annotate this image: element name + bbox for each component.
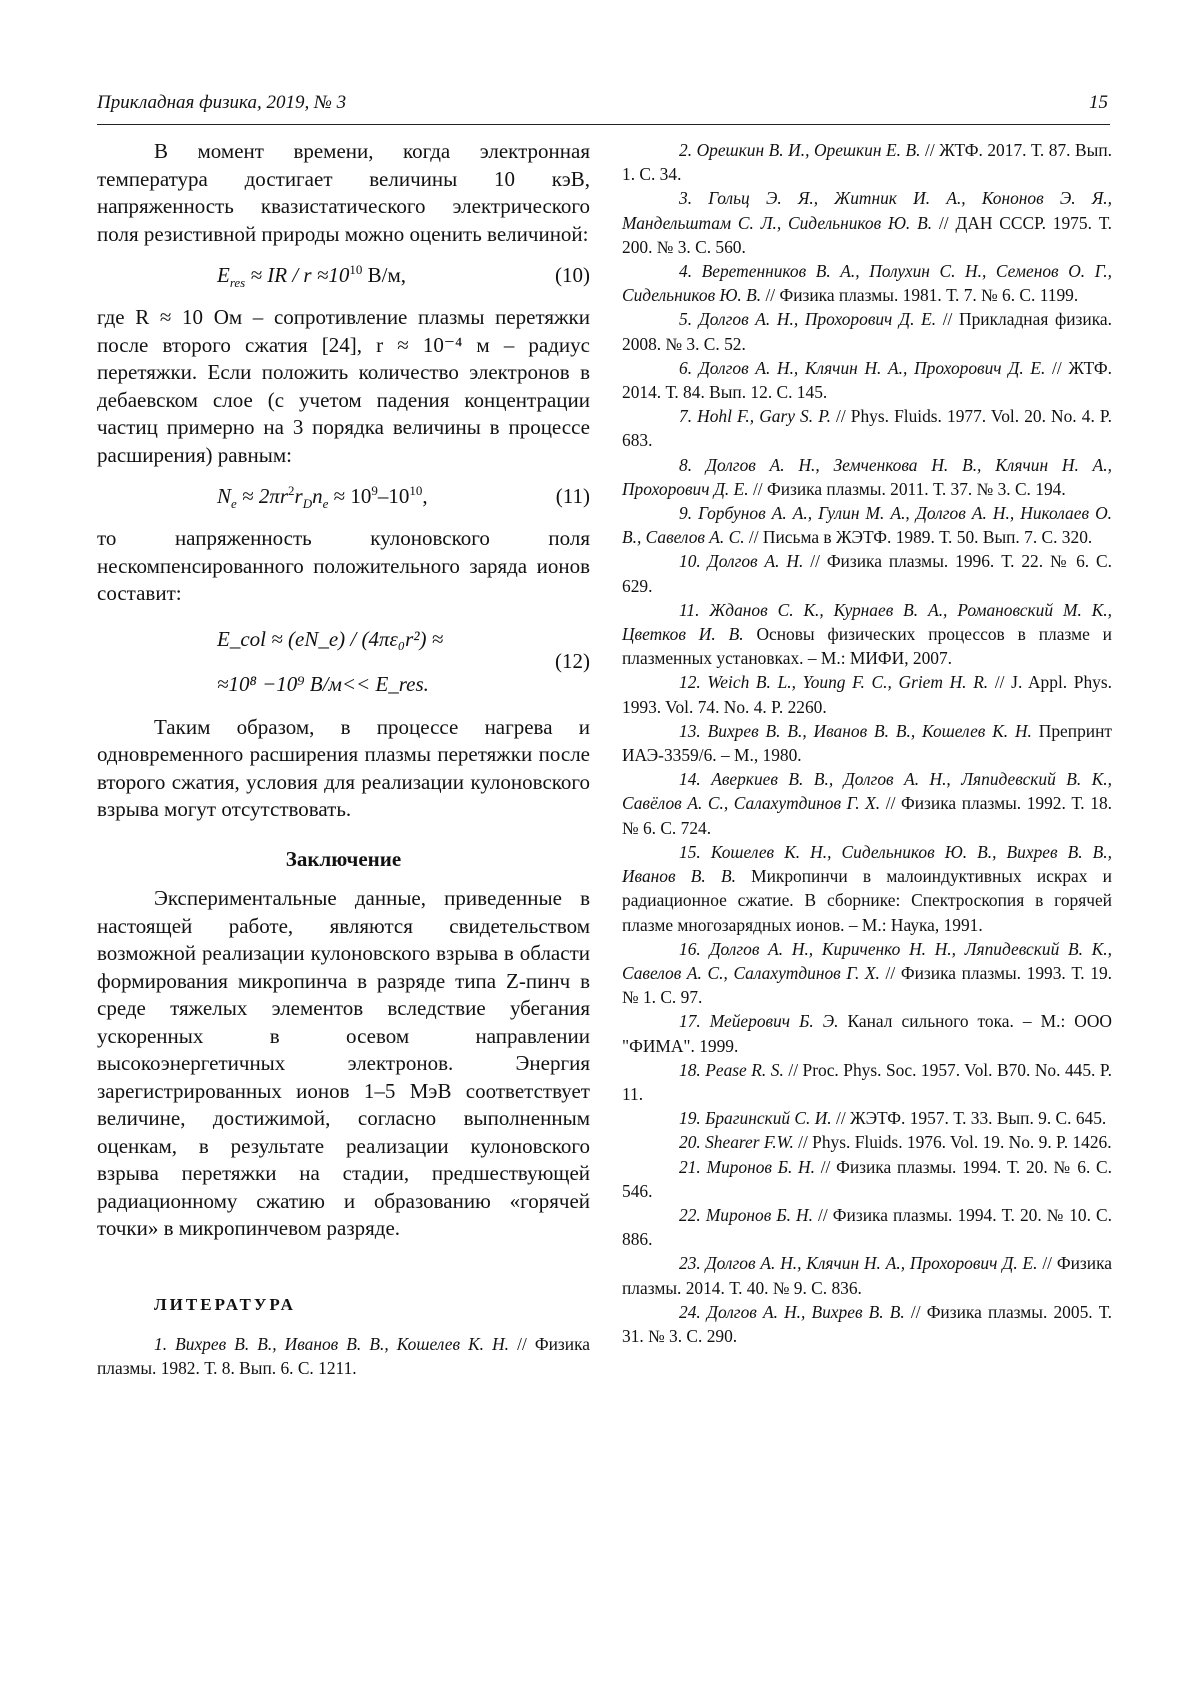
reference-item: 7. Hohl F., Gary S. P. // Phys. Fluids. 1977. Vol. 20. No. 4. P. 683. xyxy=(622,404,1112,452)
equation-12-line-2: ≈10⁸ −10⁹ В/м<< E_res. xyxy=(217,671,429,699)
reference-item: 5. Долгов А. Н., Прохорович Д. Е. // Прикладная физика. 2008. № 3. С. 52. xyxy=(622,307,1112,355)
paragraph-2: где R ≈ 10 Ом – сопротивление плазмы перетяжки после второго сжатия [24], r ≈ 10⁻⁴ м – радиус перетяжки. Если положить количество электронов в дебаевском слое (с учетом падения концентрации частиц примерно на 3 порядка величины в процессе расширения) равным: xyxy=(97,304,590,469)
reference-item: 8. Долгов А. Н., Земченкова Н. В., Клячин Н. А., Прохорович Д. Е. // Физика плазмы. 2011. Т. 37. № 3. С. 194. xyxy=(622,453,1112,501)
equation-12 xyxy=(97,614,590,702)
page-number: 15 xyxy=(1089,92,1108,114)
reference-item: 22. Миронов Б. Н. // Физика плазмы. 1994. Т. 20. № 10. С. 886. xyxy=(622,1203,1112,1251)
journal-title: Прикладная физика, 2019, № 3 xyxy=(97,92,346,114)
paragraph-4: Таким образом, в процессе нагрева и одновременного расширения плазмы перетяжки после второго сжатия, условия для реализации кулоновского взрыва могут отсутствовать. xyxy=(97,714,590,824)
reference-item: 3. Гольц Э. Я., Житник И. А., Кононов Э. Я., Мандельштам С. Л., Сидельников Ю. В. // ДАН СССР. 1975. Т. 200. № 3. С. 560. xyxy=(622,186,1112,259)
reference-item: 14. Аверкиев В. В., Долгов А. Н., Ляпидевский В. К., Савёлов А. С., Салахутдинов Г. Х. // Физика плазмы. 1992. Т. 18. № 6. С. 724. xyxy=(622,767,1112,840)
equation-11-number: (11) xyxy=(556,483,590,511)
paragraph-5: Экспериментальные данные, приведенные в настоящей работе, являются свидетельством возможной реализации кулоновского взрыва в области формирования микропинча в разряде типа Z-пинч в среде тяжелых элементов вследствие убегания ускоренных в осевом направлении высокоэнергетичных электронов. Энергия зарегистрированных ионов 1–5 МэВ соответствует величине, достижимой, согласно выполненным оценкам, в результате реализации кулоновского взрыва перетяжки на стадии, предшествующей радиационному сжатию и образованию «горячей точки» в микропинчевом разряде. xyxy=(97,885,590,1243)
equation-10-number: (10) xyxy=(555,262,590,290)
right-column-references xyxy=(622,138,1112,1348)
equation-12-line-1: E_col ≈ (eN_e) / (4πε₀r²) ≈ xyxy=(217,626,443,654)
left-column xyxy=(97,138,590,1380)
reference-item: 2. Орешкин В. И., Орешкин Е. В. // ЖТФ. 2017. Т. 87. Вып. 1. С. 34. xyxy=(622,138,1112,186)
equation-10-formula: Eres ≈ IR / r ≈1010 В/м, xyxy=(217,262,406,290)
equation-12-number: (12) xyxy=(555,648,590,676)
paragraph-1: В момент времени, когда электронная температура достигает величины 10 кэВ, напряженность квазистатического электрического поля резистивной природы можно оценить величиной: xyxy=(97,138,590,248)
reference-item: 24. Долгов А. Н., Вихрев В. В. // Физика плазмы. 2005. Т. 31. № 3. С. 290. xyxy=(622,1300,1112,1348)
conclusion-heading: Заключение xyxy=(97,846,590,874)
reference-item: 18. Pease R. S. // Proc. Phys. Soc. 1957. Vol. B70. No. 445. P. 11. xyxy=(622,1058,1112,1106)
reference-item: 15. Кошелев К. Н., Сидельников Ю. В., Вихрев В. В., Иванов В. В. Микропинчи в малоиндуктивных искрах и радиационное сжатие. В сборнике: Спектроскопия в горячей плазме многозарядных ионов. – М.: Наука, 1991. xyxy=(622,840,1112,937)
reference-item: 23. Долгов А. Н., Клячин Н. А., Прохорович Д. Е. // Физика плазмы. 2014. Т. 40. № 9. С. 836. xyxy=(622,1251,1112,1299)
equation-11 xyxy=(97,475,590,519)
reference-item: 1. Вихрев В. В., Иванов В. В., Кошелев К. Н. // Физика плазмы. 1982. Т. 8. Вып. 6. С. 1211. xyxy=(97,1332,590,1380)
reference-item: 13. Вихрев В. В., Иванов В. В., Кошелев К. Н. Препринт ИАЭ-3359/6. – М., 1980. xyxy=(622,719,1112,767)
reference-item: 9. Горбунов А. А., Гулин М. А., Долгов А. Н., Николаев О. В., Савелов А. С. // Письма в ЖЭТФ. 1989. Т. 50. Вып. 7. С. 320. xyxy=(622,501,1112,549)
reference-item: 6. Долгов А. Н., Клячин Н. А., Прохорович Д. Е. // ЖТФ. 2014. Т. 84. Вып. 12. С. 145. xyxy=(622,356,1112,404)
equation-11-formula: Ne ≈ 2πr2rDne ≈ 109–1010, xyxy=(217,483,428,511)
reference-item: 11. Жданов С. К., Курнаев В. А., Романовский М. К., Цветков И. В. Основы физических процессов в плазме и плазменных установках. – М.: МИФИ, 2007. xyxy=(622,598,1112,671)
running-header xyxy=(97,92,1110,125)
reference-item: 10. Долгов А. Н. // Физика плазмы. 1996. Т. 22. № 6. С. 629. xyxy=(622,549,1112,597)
reference-item: 19. Брагинский С. И. // ЖЭТФ. 1957. Т. 33. Вып. 9. С. 645. xyxy=(622,1106,1112,1130)
reference-item: 17. Мейерович Б. Э. Канал сильного тока. – М.: ООО "ФИМА". 1999. xyxy=(622,1009,1112,1057)
reference-item: 21. Миронов Б. Н. // Физика плазмы. 1994. Т. 20. № 6. С. 546. xyxy=(622,1155,1112,1203)
references-heading: ЛИТЕРАТУРА xyxy=(154,1291,590,1319)
reference-item: 12. Weich B. L., Young F. C., Griem H. R. // J. Appl. Phys. 1993. Vol. 74. No. 4. P. 2260. xyxy=(622,670,1112,718)
paragraph-3: то напряженность кулоновского поля нескомпенсированного положительного заряда ионов составит: xyxy=(97,525,590,608)
reference-item: 16. Долгов А. Н., Кириченко Н. Н., Ляпидевский В. К., Савелов А. С., Салахутдинов Г. Х. // Физика плазмы. 1993. Т. 19. № 1. С. 97. xyxy=(622,937,1112,1010)
reference-item: 4. Веретенников В. А., Полухин С. Н., Семенов О. Г., Сидельников Ю. В. // Физика плазмы. 1981. Т. 7. № 6. С. 1199. xyxy=(622,259,1112,307)
reference-item: 20. Shearer F.W. // Phys. Fluids. 1976. Vol. 19. No. 9. P. 1426. xyxy=(622,1130,1112,1154)
equation-10 xyxy=(97,254,590,298)
